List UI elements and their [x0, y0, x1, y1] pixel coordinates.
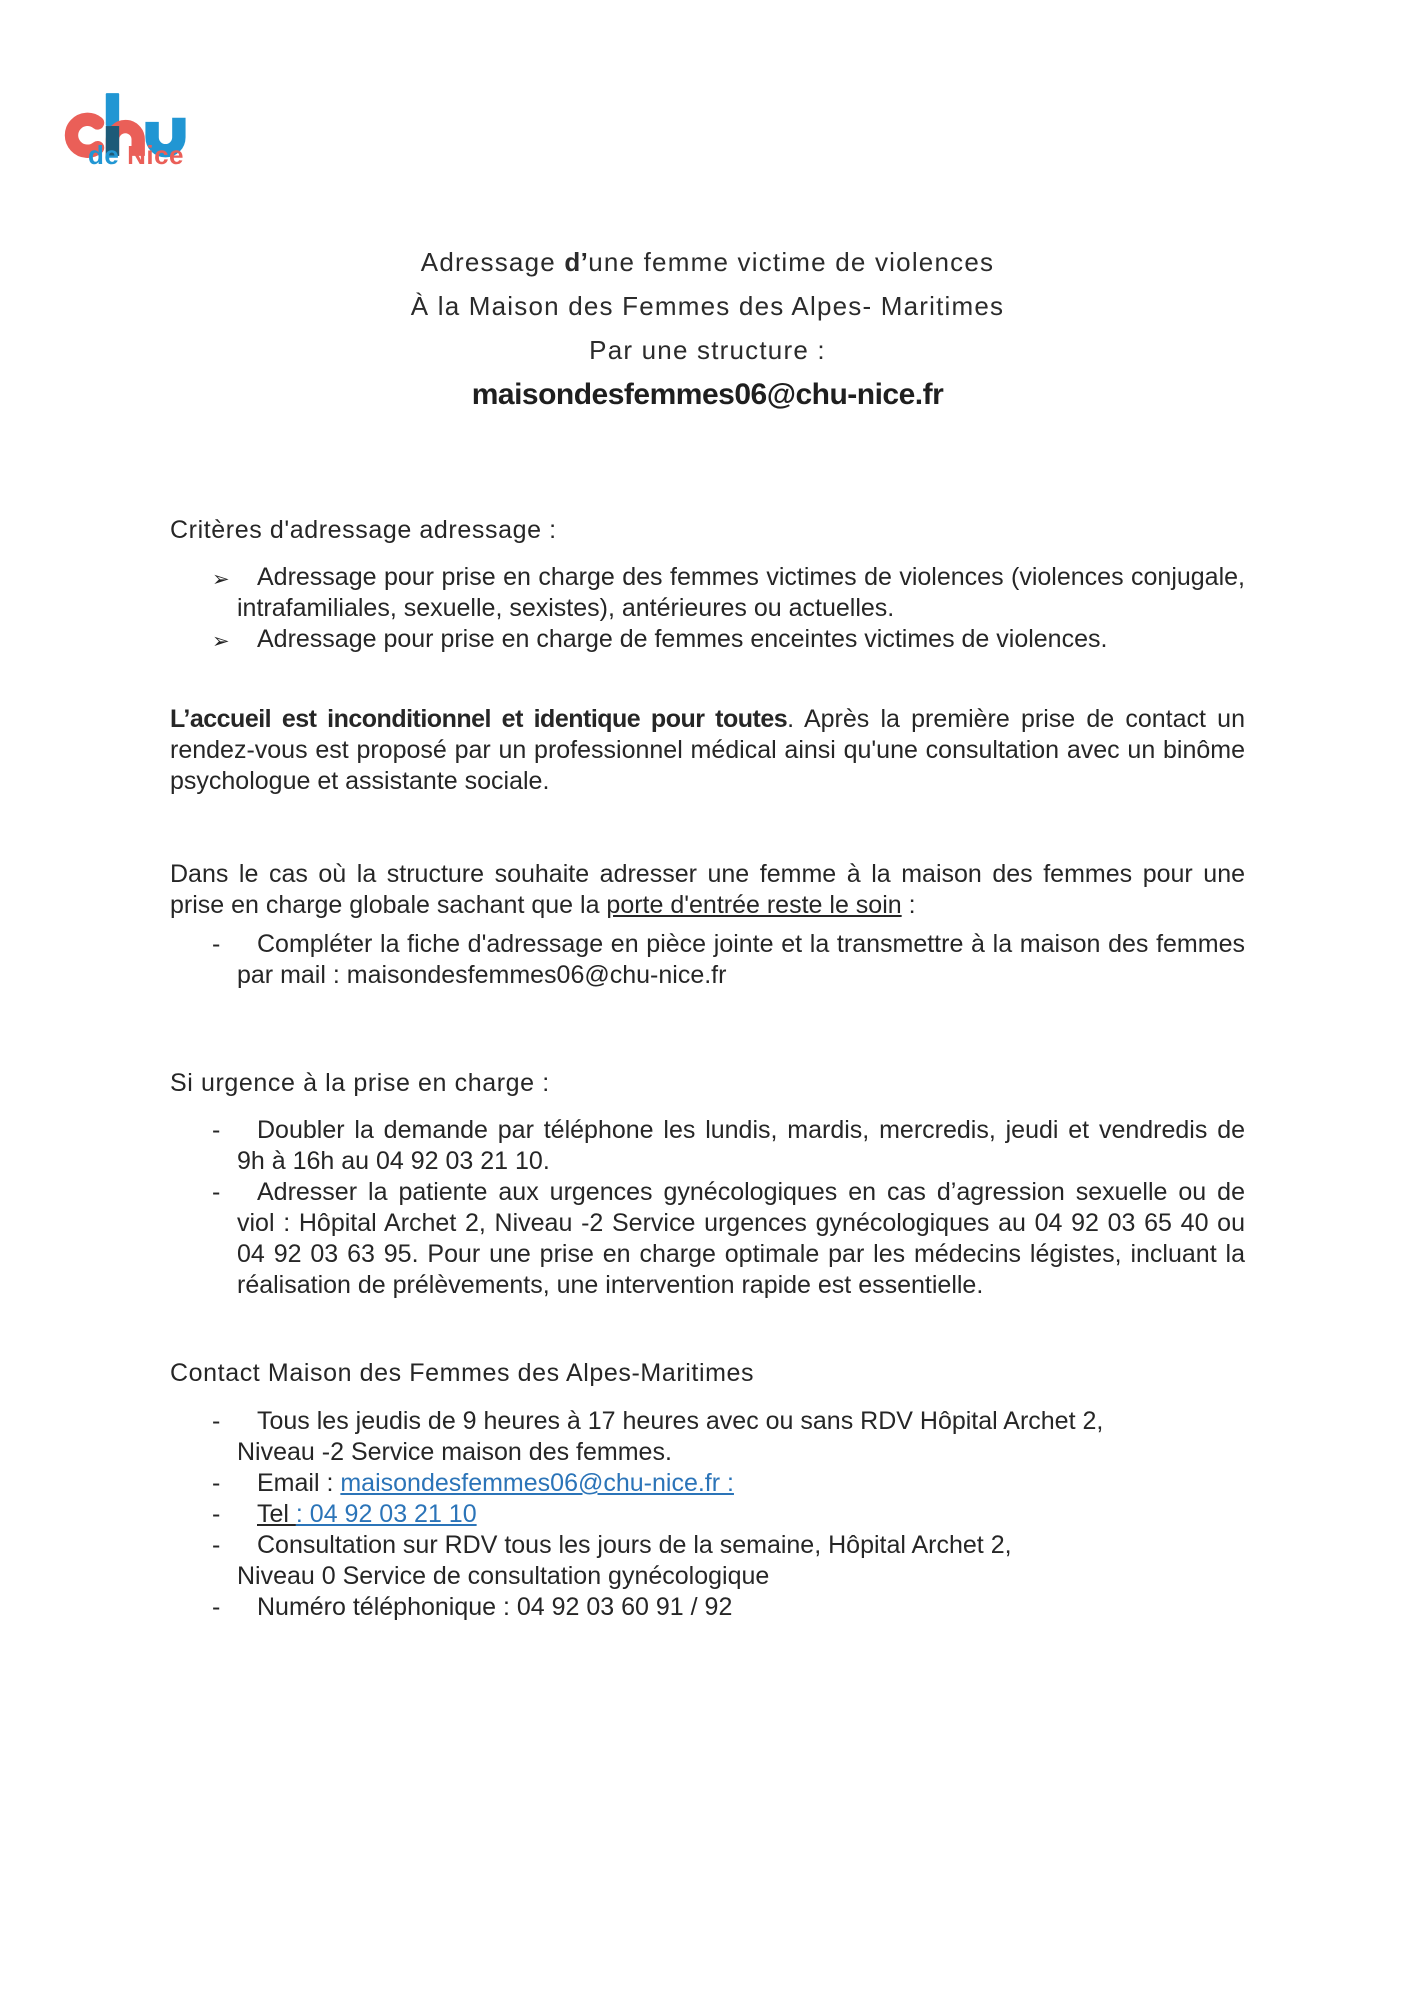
criteria-heading: Critères d'adressage adressage : — [170, 516, 557, 544]
criteria-item-1-text: Adressage pour prise en charge des femmes victimes de violences (violences conjugale, intrafamiliales, sexuelle, sexistes), antérieures ou actuelles. — [237, 563, 1245, 622]
contact-schedule-line-1: Tous les jeudis de 9 heures à 17 heures avec ou sans RDV Hôpital Archet 2, — [257, 1407, 1104, 1435]
dash-bullet: - — [212, 1116, 221, 1144]
title-line-1-bold: d’ — [564, 247, 589, 277]
criteria-item-2-text: Adressage pour prise en charge de femmes enceintes victimes de violences. — [257, 625, 1108, 653]
arrow-bullet-icon: ➢ — [212, 630, 230, 653]
contact-item-tel — [212, 1499, 1245, 1530]
dash-bullet: - — [212, 1531, 221, 1559]
contact-email-link[interactable]: maisondesfemmes06@chu-nice.fr : — [340, 1469, 734, 1497]
dash-bullet: - — [212, 1469, 221, 1497]
contact-consultation-line-1: Consultation sur RDV tous les jours de la semaine, Hôpital Archet 2, — [257, 1531, 1012, 1559]
title-line-3: Par une structure : — [589, 335, 826, 365]
chu-logo-subtitle — [88, 140, 184, 171]
urgence-item-2-text: Adresser la patiente aux urgences gynécologiques en cas d’agression sexuelle ou de viol : Hôpital Archet 2, Niveau -2 Service urgences gynécologiques au 04 92 03 65 40 ou 04 92 03 63 95. Pour une prise en charge optimale par les médecins légistes, incluant la réalisation de prélèvements, une intervention rapide est essentielle. — [237, 1178, 1245, 1299]
contact-item-schedule — [212, 1406, 1245, 1468]
urgence-list — [170, 1115, 1245, 1301]
criteria-list — [170, 562, 1245, 655]
structure-case-post: : — [901, 891, 916, 919]
structure-case-underlined: porte d'entrée reste le soin — [606, 891, 902, 919]
criteria-item-1 — [212, 562, 1245, 624]
chu-logo — [56, 90, 226, 182]
urgence-item-1-text: Doubler la demande par téléphone les lundis, mardis, mercredis, jeudi et vendredis de 9h à 16h au 04 92 03 21 10. — [237, 1116, 1245, 1175]
logo-nice-text: Nice — [127, 140, 184, 170]
structure-case-item — [212, 929, 1245, 991]
structure-case-paragraph — [170, 859, 1245, 921]
contact-item-consultation — [212, 1530, 1245, 1592]
contact-item-email — [212, 1468, 1245, 1499]
dash-bullet: - — [212, 1407, 221, 1435]
contact-list — [170, 1406, 1245, 1623]
title-line-1-pre: Adressage — [420, 247, 565, 277]
contact-consultation-line-2: Niveau 0 Service de consultation gynécologique — [237, 1562, 770, 1590]
title-line-1 — [170, 240, 1245, 284]
structure-case-item-text: Compléter la fiche d'adressage en pièce jointe et la transmettre à la maison des femmes par mail : maisondesfemmes06@chu-nice.fr — [237, 930, 1245, 989]
structure-case-list — [170, 929, 1245, 991]
dash-bullet: - — [212, 1500, 221, 1528]
dash-bullet: - — [212, 1178, 221, 1206]
contact-tel-link[interactable]: : 04 92 03 21 10 — [295, 1500, 477, 1528]
contact-tel-label: Tel — [257, 1500, 296, 1528]
accueil-rest-text: . Après la première prise de contact un rendez-vous est proposé par un professionnel médical ainsi qu'une consultation avec un binôme psychologue et assistante sociale. — [170, 705, 1245, 795]
dash-bullet: - — [212, 930, 221, 958]
title-line-2: À la Maison des Femmes des Alpes- Maritimes — [410, 291, 1005, 321]
structure-case-pre: Dans le cas où la structure souhaite adresser une femme à la maison des femmes pour une prise en charge globale sachant que la — [170, 860, 1245, 919]
urgence-heading: Si urgence à la prise en charge : — [170, 1069, 550, 1097]
contact-email-label: Email : — [257, 1469, 341, 1497]
contact-phone-text: Numéro téléphonique : 04 92 03 60 91 / 92 — [257, 1593, 733, 1621]
accueil-bold-text: L’accueil est inconditionnel et identique pour toutes — [170, 705, 788, 733]
document-title-block — [170, 240, 1245, 412]
arrow-bullet-icon: ➢ — [212, 568, 230, 591]
contact-heading: Contact Maison des Femmes des Alpes-Maritimes — [170, 1359, 755, 1387]
title-email: maisondesfemmes06@chu-nice.fr — [471, 378, 944, 411]
logo-de-text: de — [88, 140, 120, 170]
urgence-item-1 — [212, 1115, 1245, 1177]
urgence-item-2 — [212, 1177, 1245, 1301]
dash-bullet: - — [212, 1593, 221, 1621]
title-line-1-post: une femme victime de violences — [588, 247, 995, 277]
accueil-paragraph — [170, 704, 1245, 797]
contact-item-phone — [212, 1592, 1245, 1623]
contact-schedule-line-2: Niveau -2 Service maison des femmes. — [237, 1438, 672, 1466]
criteria-item-2 — [212, 624, 1245, 655]
